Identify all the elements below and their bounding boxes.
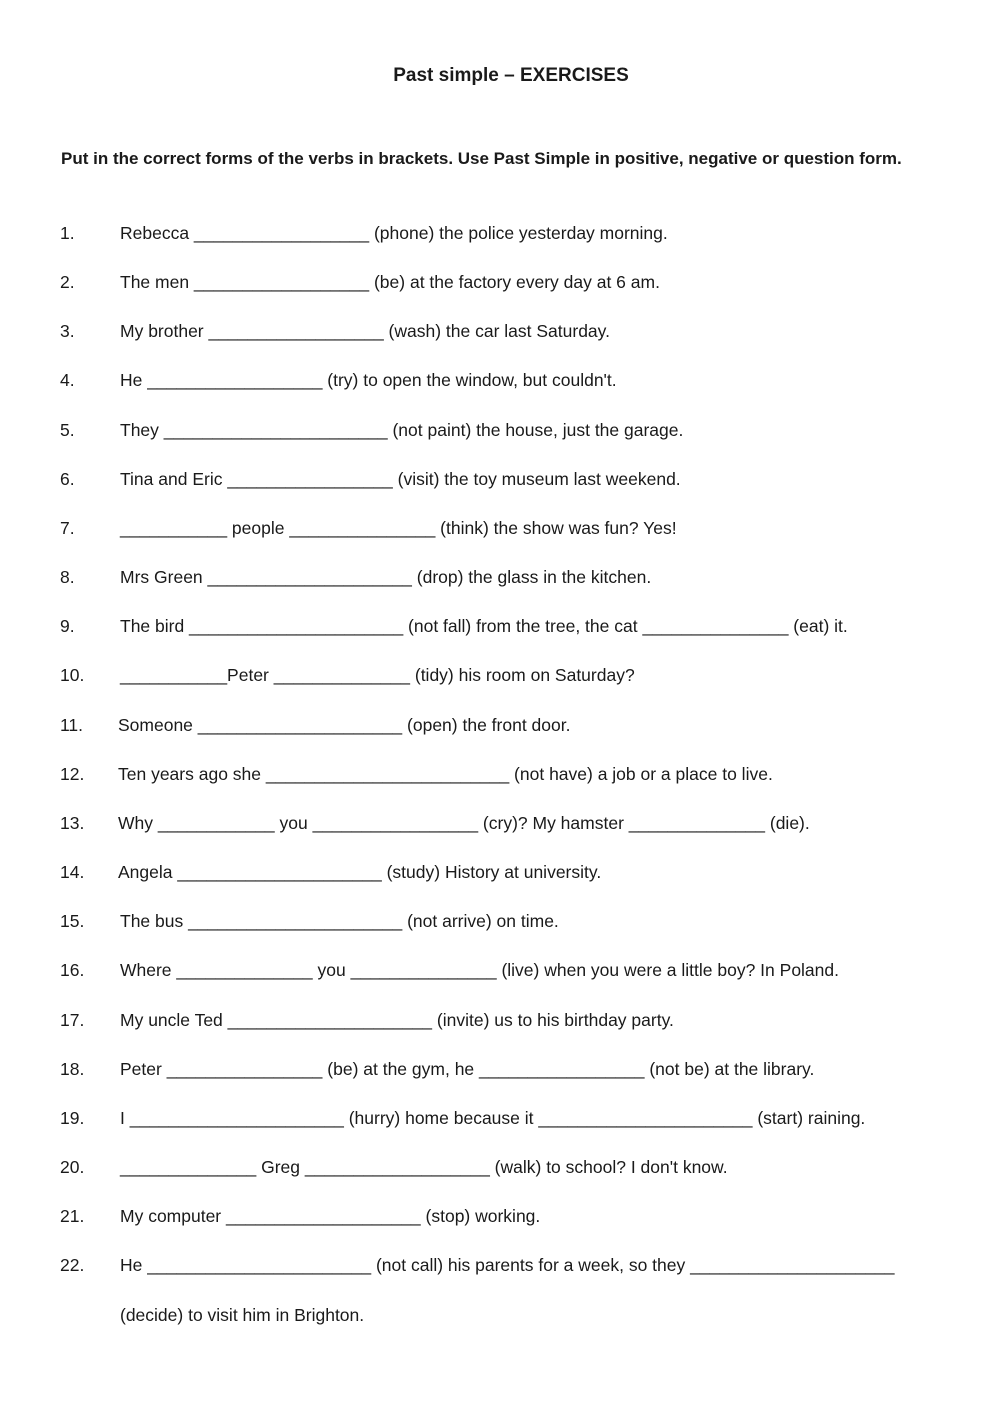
exercise-item — [0, 220, 1000, 246]
item-text: Peter ________________ (be) at the gym, he _________________ (not be) at the library. — [120, 1059, 815, 1079]
item-number: 9. — [60, 616, 75, 636]
item-text: My computer ____________________ (stop) working. — [120, 1206, 541, 1226]
item-number: 7. — [60, 518, 75, 538]
exercise-item — [0, 761, 1000, 787]
item-text: Angela _____________________ (study) History at university. — [118, 862, 602, 882]
item-number: 14. — [60, 862, 85, 882]
exercise-item — [0, 712, 1000, 738]
exercise-item — [0, 1105, 1000, 1131]
item-text: My brother __________________ (wash) the car last Saturday. — [120, 321, 610, 341]
exercise-item — [0, 1056, 1000, 1082]
exercise-item — [0, 564, 1000, 590]
item-number: 10. — [60, 665, 85, 685]
item-number: 4. — [60, 370, 75, 390]
item-text: My uncle Ted _____________________ (invite) us to his birthday party. — [120, 1010, 674, 1030]
exercise-item — [0, 367, 1000, 393]
item-number: 18. — [60, 1059, 85, 1079]
item-text: Someone _____________________ (open) the front door. — [118, 715, 571, 735]
item-number: 21. — [60, 1206, 85, 1226]
item-number: 13. — [60, 813, 85, 833]
item-text: The bus ______________________ (not arrive) on time. — [120, 911, 559, 931]
item-text: Tina and Eric _________________ (visit) the toy museum last weekend. — [120, 469, 681, 489]
item-text: ___________Peter ______________ (tidy) his room on Saturday? — [120, 665, 635, 685]
item-text: Rebecca __________________ (phone) the police yesterday morning. — [120, 223, 668, 243]
exercise-item-continuation — [0, 1302, 1000, 1328]
exercise-item — [0, 1154, 1000, 1180]
item-text: They _______________________ (not paint) the house, just the garage. — [120, 420, 684, 440]
exercise-item — [0, 662, 1000, 688]
exercise-item — [0, 908, 1000, 934]
exercise-item — [0, 1203, 1000, 1229]
exercise-item — [0, 1252, 1000, 1278]
item-text: ___________ people _______________ (think) the show was fun? Yes! — [120, 518, 677, 538]
item-text: ______________ Greg ___________________ (walk) to school? I don't know. — [120, 1157, 728, 1177]
exercise-item — [0, 1007, 1000, 1033]
item-text: Where ______________ you _______________ (live) when you were a little boy? In Poland. — [120, 960, 839, 980]
item-number: 22. — [60, 1255, 85, 1275]
exercise-item — [0, 515, 1000, 541]
item-number: 16. — [60, 960, 85, 980]
exercise-item — [0, 810, 1000, 836]
item-text-continuation: (decide) to visit him in Brighton. — [120, 1305, 365, 1325]
item-number: 12. — [60, 764, 85, 784]
item-text: He _______________________ (not call) his parents for a week, so they _____________________ — [120, 1255, 895, 1275]
item-number: 20. — [60, 1157, 85, 1177]
page-title: Past simple – EXERCISES — [393, 65, 629, 86]
item-number: 2. — [60, 272, 75, 292]
item-number: 19. — [60, 1108, 85, 1128]
exercise-item — [0, 269, 1000, 295]
item-number: 1. — [60, 223, 75, 243]
item-number: 11. — [60, 715, 84, 735]
item-number: 8. — [60, 567, 75, 587]
exercise-item — [0, 957, 1000, 983]
item-text: Ten years ago she _________________________ (not have) a job or a place to live. — [118, 764, 773, 784]
exercise-item — [0, 859, 1000, 885]
item-text: He __________________ (try) to open the window, but couldn't. — [120, 370, 617, 390]
exercise-item — [0, 417, 1000, 443]
item-number: 3. — [60, 321, 75, 341]
item-number: 15. — [60, 911, 85, 931]
exercise-item — [0, 466, 1000, 492]
item-number: 6. — [60, 469, 75, 489]
item-text: The bird ______________________ (not fall) from the tree, the cat _______________ (eat) it. — [120, 616, 848, 636]
item-text: I ______________________ (hurry) home because it ______________________ (start) raining. — [120, 1108, 866, 1128]
item-number: 5. — [60, 420, 75, 440]
item-number: 17. — [60, 1010, 85, 1030]
exercise-item — [0, 613, 1000, 639]
item-text: Mrs Green _____________________ (drop) the glass in the kitchen. — [120, 567, 652, 587]
item-text: The men __________________ (be) at the factory every day at 6 am. — [120, 272, 660, 292]
instructions: Put in the correct forms of the verbs in brackets. Use Past Simple in positive, negative or question form. — [61, 149, 902, 168]
item-text: Why ____________ you _________________ (cry)? My hamster ______________ (die). — [118, 813, 810, 833]
exercise-item — [0, 318, 1000, 344]
